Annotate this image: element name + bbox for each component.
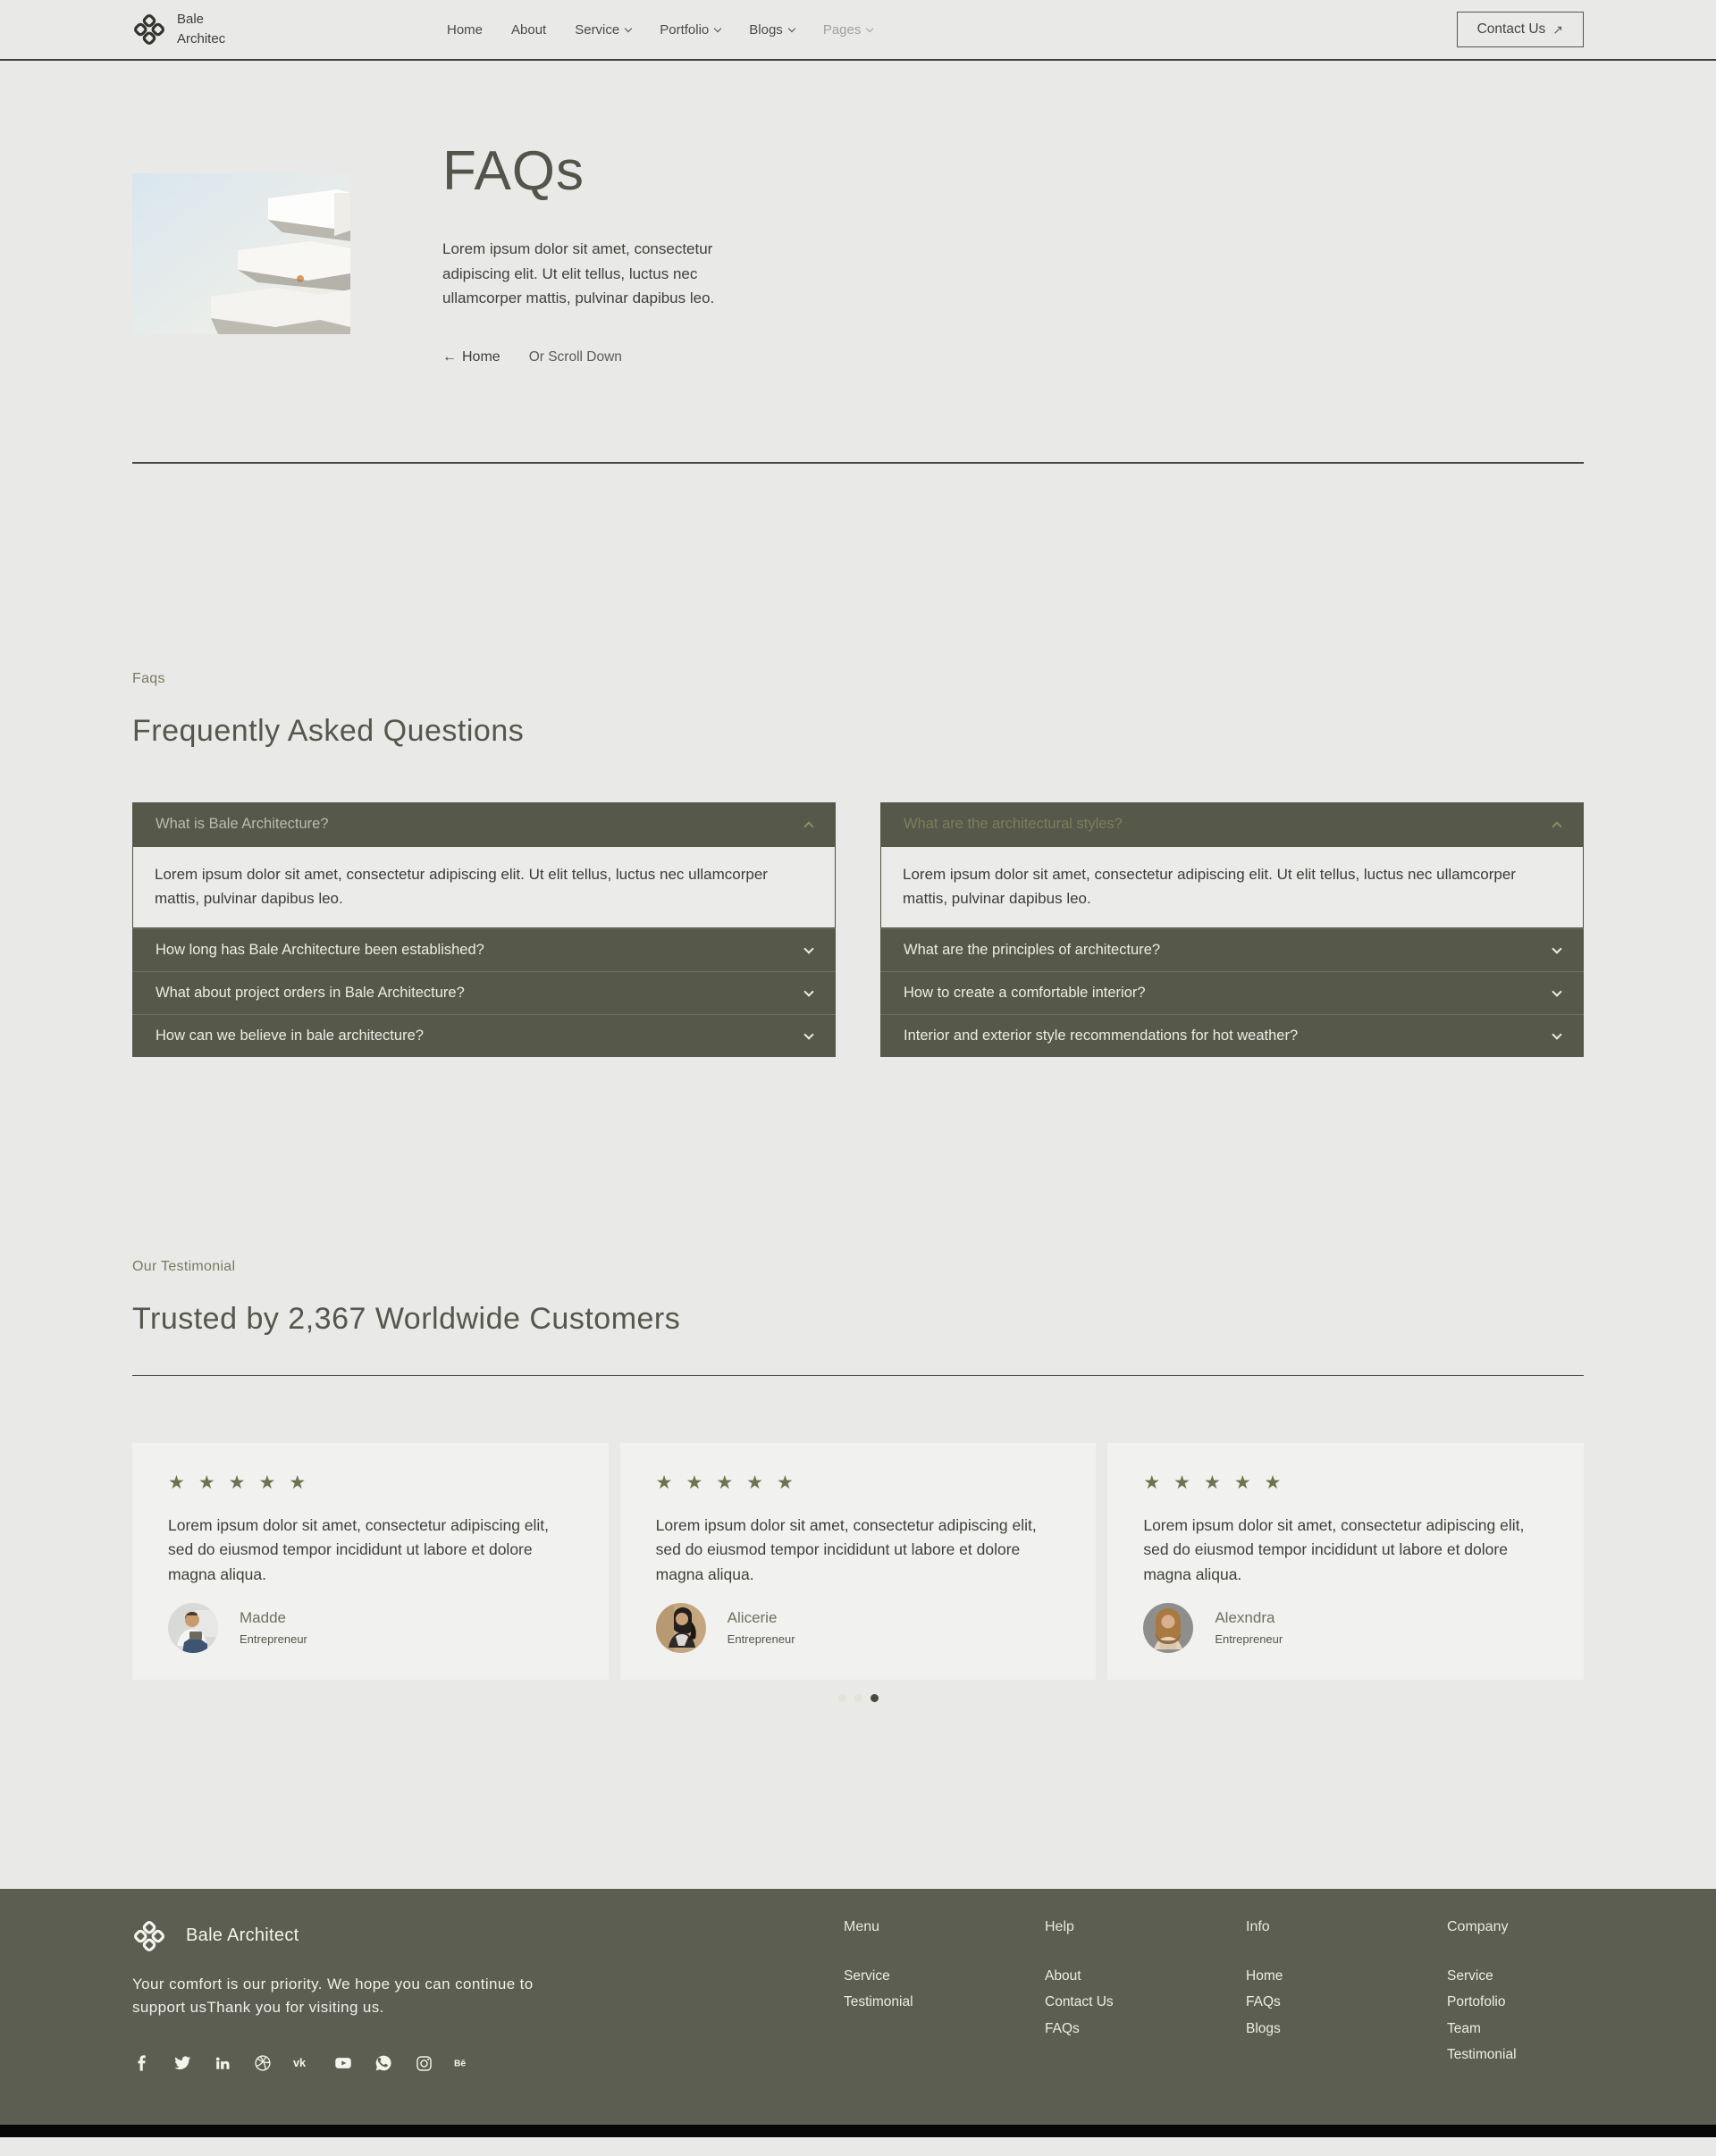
avatar	[1143, 1603, 1193, 1653]
faq-question-button[interactable]: What are the principles of architecture?	[880, 928, 1584, 971]
footer-col-company: Company Service Portofolio Team Testimonial	[1447, 1919, 1648, 2074]
faq-item	[880, 802, 1584, 928]
footer-col-info: Info Home FAQs Blogs	[1246, 1919, 1447, 2074]
chevron-down-icon	[1552, 944, 1561, 953]
chevron-down-icon	[803, 944, 813, 953]
testimonial-name: Madde	[240, 1609, 286, 1627]
chevron-up-icon	[803, 821, 813, 831]
star-icon: ★	[168, 1472, 198, 1494]
vk-icon[interactable]	[293, 2053, 313, 2073]
linkedin-icon[interactable]	[213, 2053, 232, 2073]
star-icon: ★	[776, 1472, 807, 1494]
nav-about[interactable]: About	[511, 21, 547, 38]
testimonial-name: Alicerie	[727, 1609, 778, 1627]
footer-social-row	[132, 2053, 552, 2073]
star-icon: ★	[1173, 1472, 1204, 1494]
page-title: FAQs	[442, 140, 585, 202]
footer-link[interactable]: Team	[1447, 2020, 1481, 2036]
instagram-icon[interactable]	[414, 2053, 433, 2073]
faq-item	[132, 971, 836, 1014]
faq-question-button[interactable]: What are the architectural styles?	[880, 802, 1584, 847]
faq-accordion-left	[132, 802, 836, 1057]
footer-link[interactable]: Contact Us	[1045, 1994, 1114, 2010]
contact-us-button[interactable]: Contact Us ↗	[1457, 12, 1584, 47]
chevron-down-icon	[1552, 1029, 1561, 1039]
faq-item	[880, 971, 1584, 1014]
brand-name: Bale Architec	[177, 12, 226, 46]
avatar	[656, 1603, 706, 1653]
twitter-icon[interactable]	[172, 2053, 192, 2073]
star-icon: ★	[746, 1472, 777, 1494]
footer-link[interactable]: Service	[1447, 1967, 1493, 1984]
star-icon: ★	[198, 1472, 229, 1494]
svg-text:vk: vk	[293, 2057, 307, 2070]
footer-link[interactable]: Blogs	[1246, 2020, 1281, 2036]
footer-col-help: Help About Contact Us FAQs	[1045, 1919, 1246, 2074]
chevron-down-icon	[1552, 986, 1561, 996]
svg-text:Bē: Bē	[454, 2060, 467, 2070]
carousel-dot-active[interactable]	[871, 1694, 879, 1702]
faq-answer: Lorem ipsum dolor sit amet, consectetur adipiscing elit. Ut elit tellus, luctus nec ullamcorper mattis, pulvinar dapibus leo.	[880, 847, 1584, 928]
brand-logo-icon	[132, 13, 166, 46]
whatsapp-icon[interactable]	[374, 2053, 393, 2073]
faq-question-button[interactable]: Interior and exterior style recommendations for hot weather?	[880, 1014, 1584, 1057]
chevron-down-icon	[625, 24, 632, 31]
chevron-down-icon	[714, 24, 721, 31]
faq-question-button[interactable]: How to create a comfortable interior?	[880, 971, 1584, 1014]
nav-pages[interactable]: Pages	[823, 22, 873, 38]
footer	[0, 1889, 1716, 2138]
section-divider	[132, 462, 1584, 464]
star-icon: ★	[228, 1472, 259, 1494]
testimonial-role: Entrepreneur	[1215, 1632, 1283, 1647]
chevron-down-icon	[803, 986, 813, 996]
star-icon: ★	[289, 1472, 320, 1494]
back-home-link[interactable]: ← Home	[442, 348, 500, 365]
carousel-dots	[132, 1694, 1584, 1702]
arrow-up-right-icon: ↗	[1552, 21, 1563, 37]
carousel-dot[interactable]	[838, 1694, 846, 1702]
faq-accordion-right	[880, 802, 1584, 1057]
star-icon: ★	[716, 1472, 747, 1494]
testimonial-quote: Lorem ipsum dolor sit amet, consectetur adipiscing elit, sed do eiusmod tempor incididunt ut labore et dolore magna aliqua.	[168, 1516, 550, 1583]
carousel-dot[interactable]	[854, 1694, 862, 1702]
bottom-bar	[0, 2125, 1716, 2137]
hero-description: Lorem ipsum dolor sit amet, consectetur adipiscing elit. Ut elit tellus, luctus nec ullamcorper mattis, pulvinar dapibus leo.	[442, 240, 715, 307]
star-icon: ★	[1143, 1472, 1174, 1494]
facebook-icon[interactable]	[132, 2053, 152, 2073]
faq-question-button[interactable]: What about project orders in Bale Architecture?	[132, 971, 836, 1014]
footer-link[interactable]: Portofolio	[1447, 1994, 1506, 2010]
testimonial-role: Entrepreneur	[240, 1632, 307, 1647]
faq-section	[132, 464, 1584, 1057]
faq-item	[880, 1014, 1584, 1057]
footer-brand-logo-icon	[132, 1919, 166, 1953]
nav-portfolio[interactable]: Portfolio	[660, 22, 720, 38]
footer-link[interactable]: Testimonial	[844, 1994, 913, 2010]
star-icon: ★	[1264, 1472, 1295, 1494]
footer-tagline: Your comfort is our priority. We hope you can continue to support usThank you for visiting us.	[132, 1975, 534, 2017]
testimonial-card	[620, 1443, 1097, 1679]
testimonial-heading: Trusted by 2,367 Worldwide Customers	[132, 1302, 681, 1337]
nav-home[interactable]: Home	[447, 21, 484, 38]
testimonial-quote: Lorem ipsum dolor sit amet, consectetur adipiscing elit, sed do eiusmod tempor incididunt ut labore et dolore magna aliqua.	[1143, 1516, 1525, 1583]
chevron-down-icon	[803, 1029, 813, 1039]
footer-link[interactable]: Service	[844, 1967, 890, 1984]
star-icon: ★	[1204, 1472, 1234, 1494]
faq-item	[132, 1014, 836, 1057]
footer-link[interactable]: FAQs	[1246, 1994, 1281, 2010]
section-divider	[132, 1375, 1584, 1376]
testimonial-card	[1107, 1443, 1584, 1679]
faq-item	[132, 802, 836, 928]
star-icon: ★	[655, 1472, 686, 1494]
behance-icon[interactable]	[454, 2053, 474, 2073]
star-rating	[656, 1473, 1061, 1492]
faq-item	[880, 928, 1584, 971]
dribbble-icon[interactable]	[253, 2053, 273, 2073]
youtube-icon[interactable]	[333, 2053, 353, 2073]
footer-link[interactable]: FAQs	[1045, 2020, 1080, 2036]
faq-heading: Frequently Asked Questions	[132, 713, 525, 748]
testimonial-label: Our Testimonial	[132, 1259, 236, 1275]
footer-brand[interactable]	[132, 1919, 552, 1953]
faq-item	[132, 928, 836, 971]
nav-blogs[interactable]: Blogs	[749, 22, 795, 38]
star-icon: ★	[1233, 1472, 1265, 1494]
header	[0, 0, 1716, 61]
brand[interactable]	[132, 10, 225, 49]
testimonial-role: Entrepreneur	[727, 1632, 795, 1647]
arrow-left-icon: ←	[442, 348, 457, 365]
footer-link[interactable]: Testimonial	[1447, 2047, 1517, 2063]
star-rating	[1143, 1473, 1548, 1492]
star-icon: ★	[258, 1472, 290, 1494]
faq-question-button[interactable]: What is Bale Architecture?	[132, 802, 836, 847]
hero-building-image	[132, 173, 350, 334]
chevron-down-icon	[866, 24, 873, 31]
chevron-up-icon	[1552, 821, 1561, 831]
chevron-down-icon	[788, 24, 795, 31]
faq-question-button[interactable]: How long has Bale Architecture been established?	[132, 928, 836, 971]
testimonial-quote: Lorem ipsum dolor sit amet, consectetur adipiscing elit, sed do eiusmod tempor incididunt ut labore et dolore magna aliqua.	[655, 1516, 1037, 1583]
footer-brand-name: Bale Architect	[186, 1925, 299, 1946]
main-nav	[447, 0, 872, 59]
star-icon: ★	[686, 1472, 717, 1494]
faq-label: Faqs	[132, 670, 165, 686]
scroll-down-link[interactable]: Or Scroll Down	[528, 348, 622, 365]
avatar	[168, 1603, 218, 1653]
hero-section	[132, 61, 1584, 464]
testimonial-card	[132, 1443, 609, 1679]
footer-link[interactable]: About	[1045, 1967, 1081, 1984]
faq-question-button[interactable]: How can we believe in bale architecture?	[132, 1014, 836, 1057]
footer-col-menu: Menu Service Testimonial	[844, 1919, 1045, 2074]
nav-service[interactable]: Service	[575, 22, 631, 38]
testimonial-section	[132, 1057, 1584, 1888]
testimonial-name: Alexndra	[1215, 1609, 1275, 1627]
footer-link[interactable]: Home	[1246, 1967, 1283, 1984]
star-rating	[168, 1473, 573, 1492]
footer-columns	[844, 1919, 1648, 2074]
faq-answer: Lorem ipsum dolor sit amet, consectetur adipiscing elit. Ut elit tellus, luctus nec ullamcorper mattis, pulvinar dapibus leo.	[132, 847, 836, 928]
